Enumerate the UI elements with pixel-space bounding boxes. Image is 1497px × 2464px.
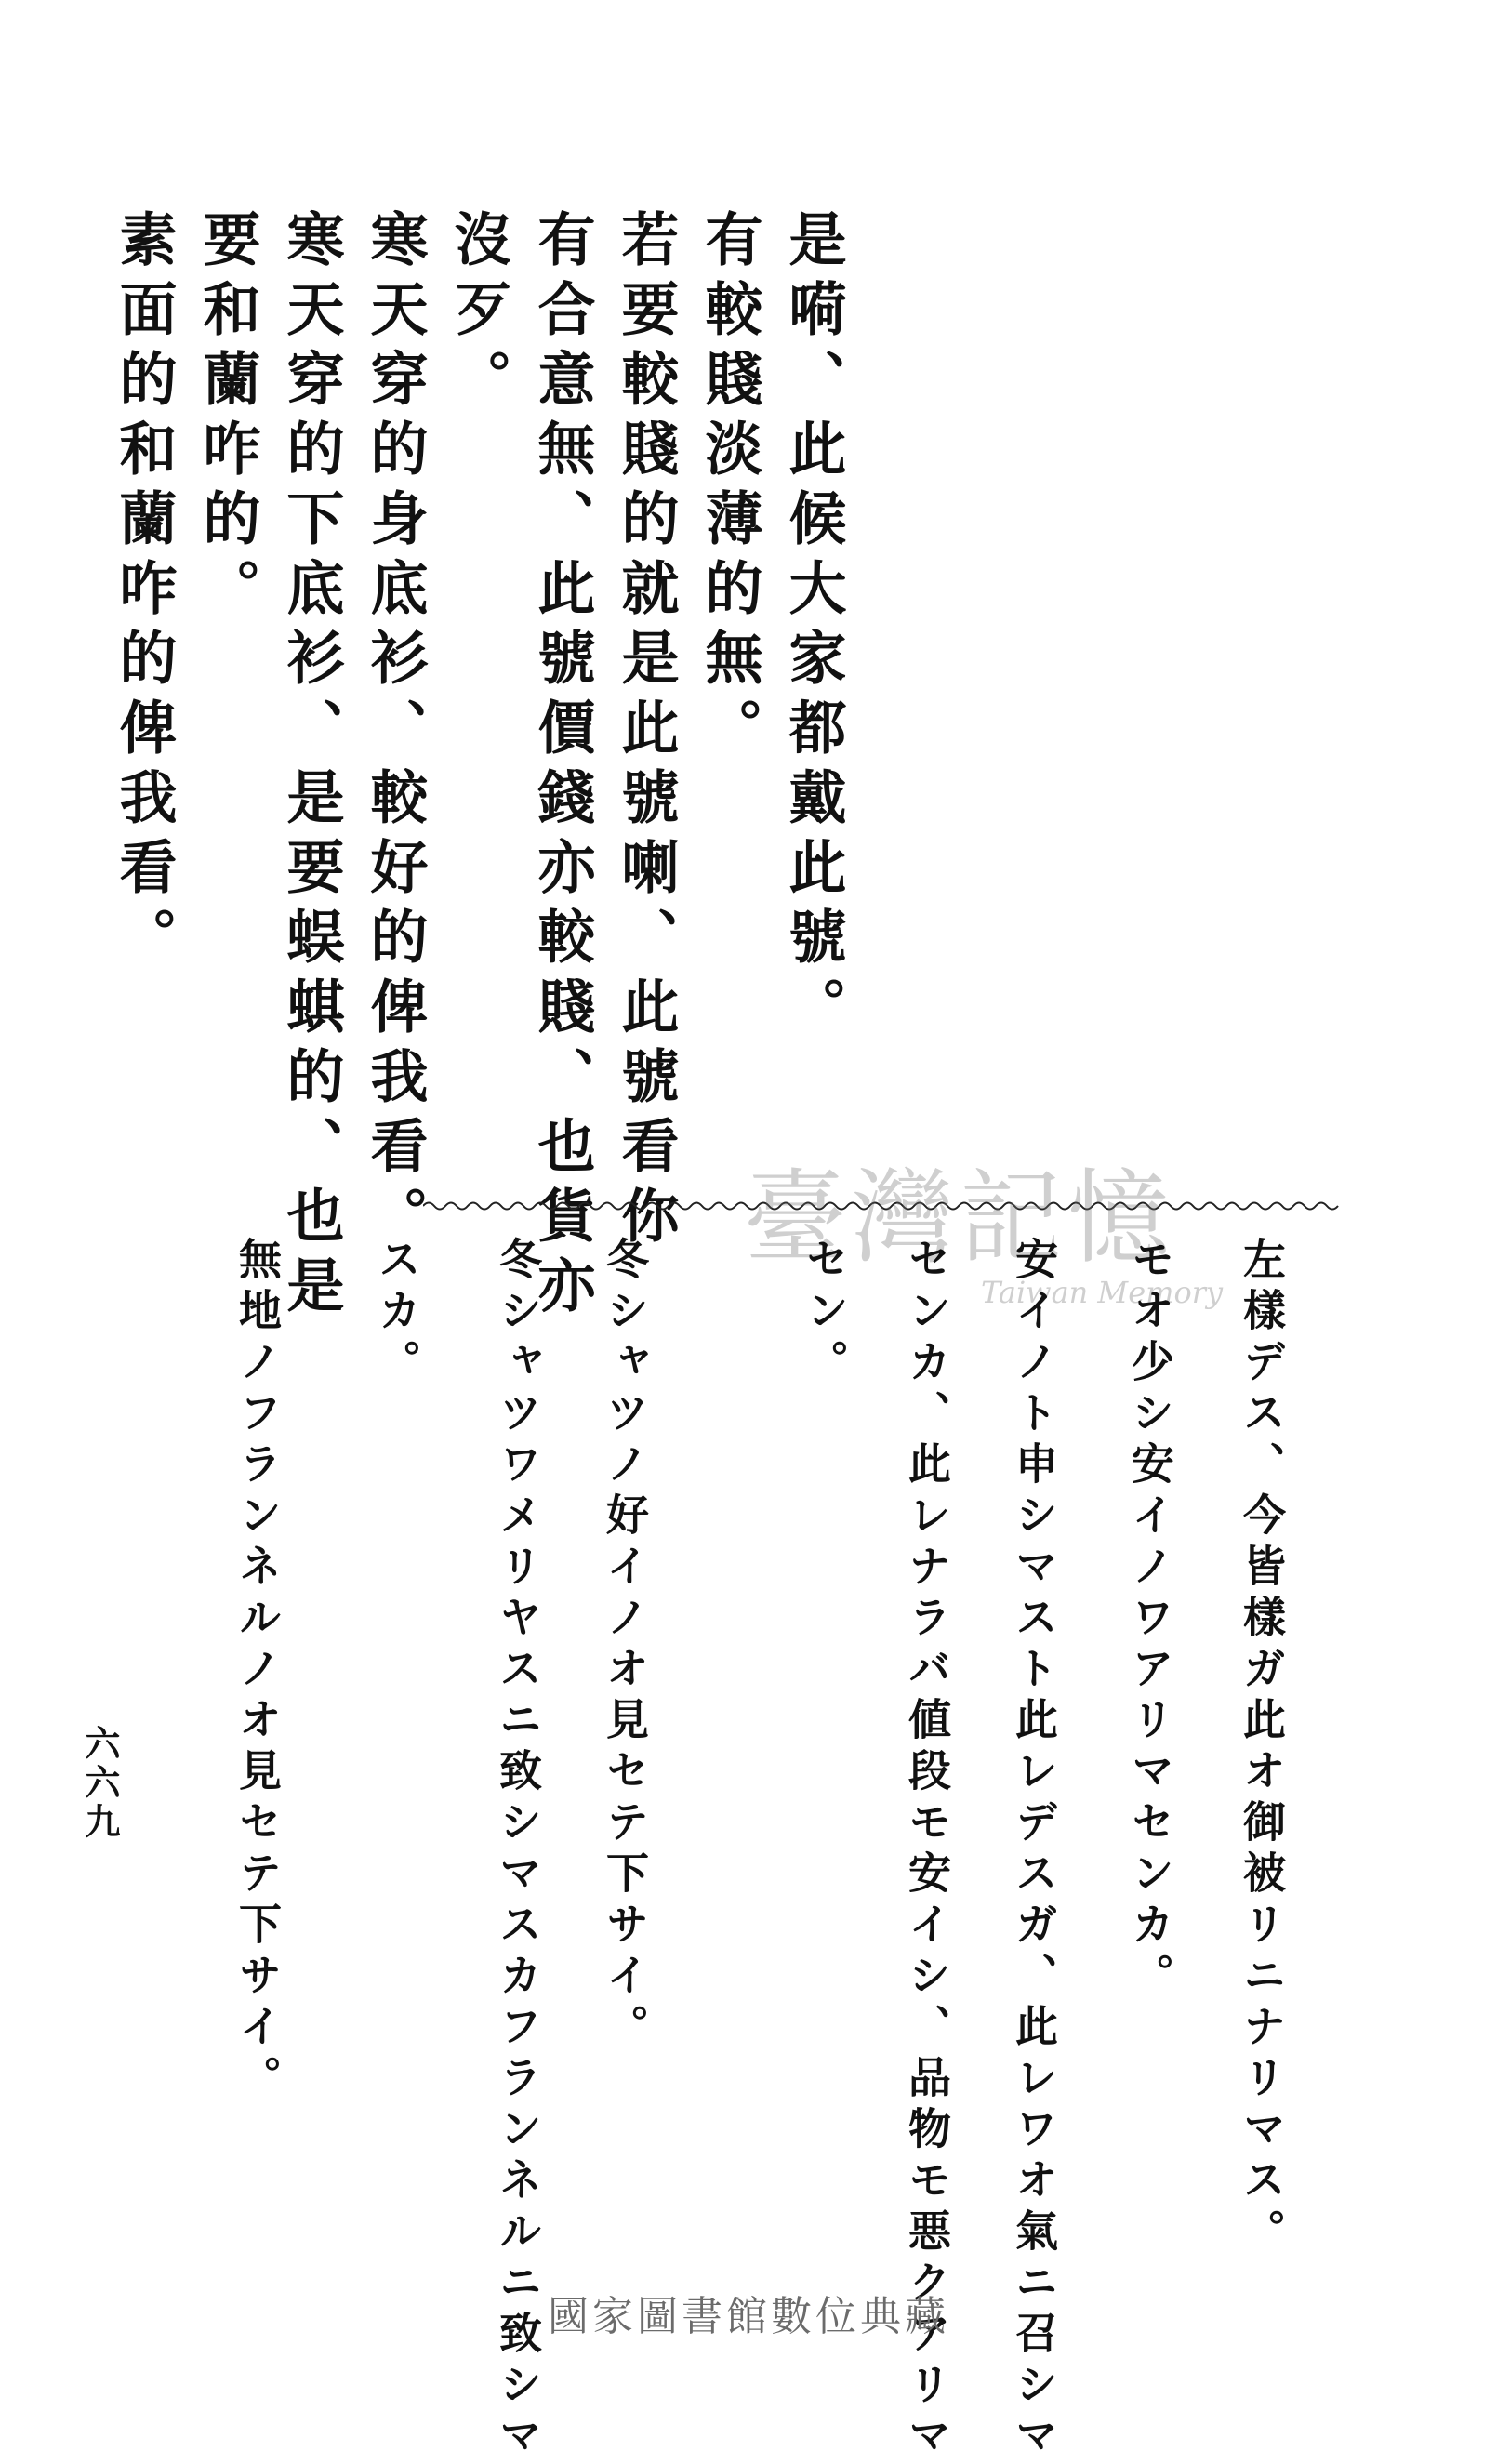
lower-text-column-1: 左樣デス、今皆樣ガ此オ御被リニナリマス。 (1237, 1237, 1287, 2259)
lower-text-column-5: セン。 (800, 1237, 850, 1390)
upper-text-column-5: 沒歹。 (444, 209, 512, 418)
page-number: 六六九 (79, 1725, 121, 1842)
footer-archive-label: 國家圖書館數位典藏 (548, 2293, 949, 2340)
watermark-latin-text: Taiwan Memory (981, 1275, 1224, 1310)
lower-text-column-3: 安イノト申シマスト此レデスガ、此レワオ氣ニ召シマ (1009, 1237, 1059, 2464)
upper-text-column-1: 是嗬、此候大家都戴此號。 (779, 209, 847, 1046)
lower-text-column-2: モオ少シ安イノワアリマセンカ。 (1125, 1237, 1175, 2004)
lower-text-column-7: 冬シャツワメリヤスニ致シマスカフランネルニ致シマ (493, 1237, 543, 2464)
lower-text-column-4: センカ、此レナラバ値段モ安イシ、品物モ悪クアリマ (902, 1237, 952, 2464)
watermark-cjk-text: 臺灣記憶 (744, 1159, 1175, 1278)
wavy-divider (423, 1199, 1339, 1212)
upper-text-column-2: 有較賤淡薄的無。 (696, 209, 763, 767)
lower-text-column-6: 冬シャツノ好イノオ見セテ下サイ。 (600, 1237, 650, 2055)
upper-text-column-8: 要和蘭咋的。 (193, 209, 261, 628)
upper-text-column-7: 寒天穿的下底衫、是要蜈蜞的、也是 (277, 209, 345, 1325)
upper-text-column-4: 有合意無、此號價錢亦較賤、也貨亦 (528, 209, 596, 1325)
upper-text-column-9: 素面的和蘭咋的俾我看。 (110, 209, 178, 976)
lower-text-column-8: スカ。 (372, 1237, 422, 1390)
upper-text-column-3: 若要較賤的就是此號喇、此號看你 (612, 209, 680, 1255)
upper-text-column-6: 寒天穿的身底衫、較好的俾我看。 (361, 209, 429, 1255)
lower-text-column-9: 無地ノフランネルノオ見セテ下サイ。 (232, 1237, 283, 2106)
